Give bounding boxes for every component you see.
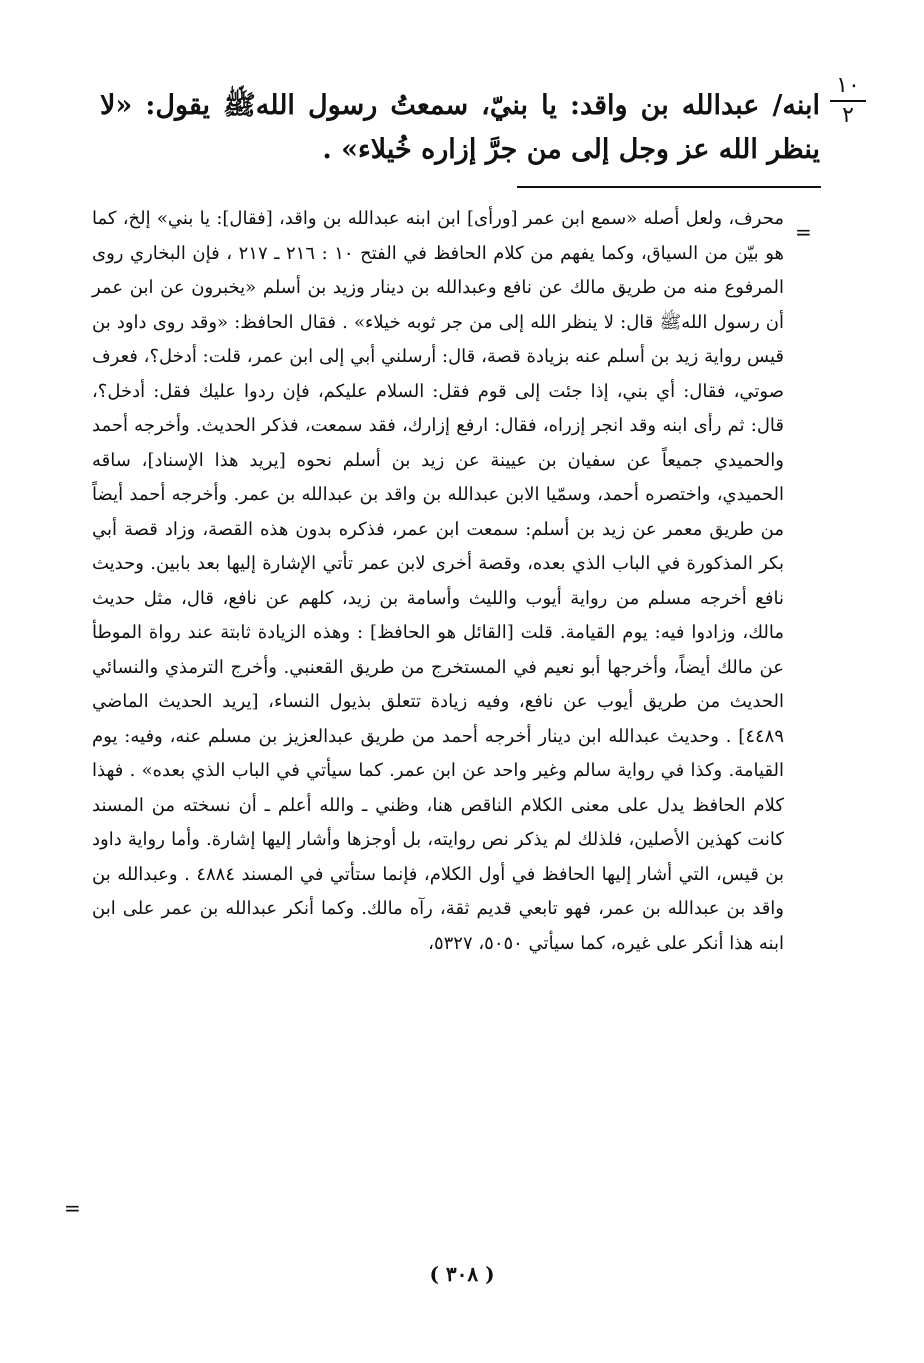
hadith-text: ابنه/ عبدالله بن واقد: يا بنيّ، سمعتُ رسول اللهﷺ يقول: «لا ينظر الله عز وجل إلى من جرَّ إزاره خُيلاء» . (100, 90, 820, 165)
page-number: ( ٣٠٨ ) (429, 1262, 495, 1286)
footnote-text: محرف، ولعل أصله «سمع ابن عمر [ورأى] ابن ابنه عبدالله بن واقد، [فقال]: يا بني» إلخ، كما هو بيّن من السياق، وكما يفهم من كلام الحافظ في الفتح ١٠ : ٢١٦ ـ ٢١٧ ، فإن البخاري روى المرفوع منه من طريق مالك عن نافع وعبدالله بن دينار وزيد بن أسلم «يخبرون عن ابن عمر أن رسول اللهﷺ قال: لا ينظر الله إلى من جر ثوبه خيلاء» . فقال الحافظ: «وقد روى داود بن قيس رواية زيد بن أسلم عنه بزيادة قصة، قال: أرسلني أبي إلى ابن عمر، قلت: أدخل؟، فعرف صوتي، فقال: أي بني، إذا جئت إلى قوم فقل: السلام عليكم، فإن ردوا عليك فقل: أدخل؟، قال: ثم رأى ابنه وقد انجر إزراه، فقال: ارفع إزارك، فقد سمعت، فذكر الحديث. وأخرجه أحمد والحميدي جميعاً عن سفيان بن عيينة عن زيد بن أسلم نحوه [يريد هذا الإسناد]، ساقه الحميدي، واختصره أحمد، وسمّيا الابن عبدالله بن واقد بن عبدالله بن عمر. وأخرجه أحمد أيضاً من طريق معمر عن زيد بن أسلم: سمعت ابن عمر، فذكره بدون هذه القصة، وزاد قصة أبي بكر المذكورة في الباب الذي بعده، وقصة أخرى لابن عمر تأتي الإشارة إليها بعد بابين. وحديث نافع أخرجه مسلم من رواية أيوب والليث وأسامة بن زيد، كلهم عن نافع، قال، مثل حديث مالك، وزادوا فيه: يوم القيامة. قلت [القائل هو الحافظ] : وهذه الزيادة ثابتة عند رواة الموطأ عن مالك أيضاً، وأخرجها أبو نعيم في المستخرج من طريق القعنبي. وأخرج الترمذي والنسائي الحديث من طريق أيوب عن نافع، وفيه زيادة تتعلق بذيول النساء، [يريد الحديث الماضي ٤٤٨٩] . وحديث عبدالله ابن دينار أخرجه أحمد من طريق عبدالعزيز بن مسلم عنه، وفيه: يوم القيامة. وكذا في رواية سالم وغير واحد عن ابن عمر. كما سيأتي في الباب الذي بعده» . فهذا كلام الحافظ يدل على معنى الكلام الناقص هنا، وظني ـ والله أعلم ـ أن نسخته من المسند كانت كهذين الأصلين، فلذلك لم يذكر نص روايته، بل أوجزها وأشار إليها إشارة. وأما رواية داود بن قيس، التي أشار إليها الحافظ في أول الكلام، فإنما ستأتي في المسند ٤٨٨٤ . وعبدالله بن واقد بن عبدالله بن عمر، فهو تابعي قديم ثقة، رآه مالك. وكما أنكر عبدالله بن عمر على ابن ابنه هذا أنكر على غيره، كما سيأتي ٥٠٥٠، ٥٣٢٧، (92, 208, 785, 954)
line-number-marker (826, 75, 870, 127)
main-text (100, 84, 820, 172)
continuation-mark-bottom: = (64, 1196, 81, 1220)
marker-fraction-bar (830, 100, 866, 102)
continuation-mark-top: = (795, 220, 812, 244)
line-number-top: ١٠ (836, 73, 860, 98)
line-number-bottom: ٢ (842, 103, 854, 128)
separator-rule (517, 186, 821, 188)
footnote (92, 202, 784, 961)
